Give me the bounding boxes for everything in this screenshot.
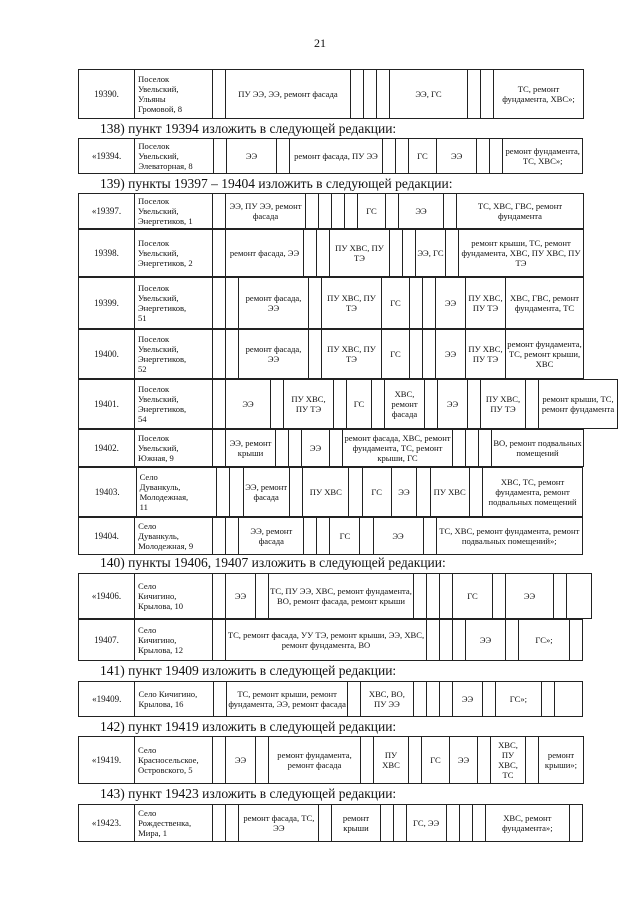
address-line: 52 — [138, 364, 147, 374]
address-line: Село — [138, 581, 157, 591]
empty-cell — [361, 737, 374, 784]
empty-cell — [423, 518, 436, 555]
table-row-19400 — [78, 329, 584, 379]
address-line: Южная, 9 — [138, 453, 174, 463]
amendment-heading-143: 143) пункт 19423 изложить в следующей редакции: — [100, 786, 397, 801]
work-cell: ЭЭ — [438, 380, 468, 429]
address-line: Красносельское, — [138, 755, 199, 765]
empty-cell — [226, 805, 239, 842]
table-row-19390 — [78, 69, 584, 119]
address-cell — [135, 70, 213, 119]
work-cell: ремонт крыши, ТС, ремонт фундамента, ХВС, ПУ ХВС, ПУ ТЭ — [459, 230, 584, 277]
empty-cell — [226, 330, 239, 379]
work-cell: ГС — [358, 194, 386, 229]
work-cell: ремонт крыши — [332, 805, 380, 842]
work-cell: ремонт фасада, ТС, ЭЭ — [239, 805, 319, 842]
work-cell: ХВС, ПУ ХВС, ТС — [491, 737, 526, 784]
empty-cell — [459, 805, 472, 842]
row-number: 19404. — [79, 518, 135, 555]
empty-cell — [472, 805, 485, 842]
work-cell: ЭЭ, ГС — [390, 70, 468, 119]
address-line: Поселок — [138, 384, 170, 394]
work-cell: ЭЭ — [226, 737, 256, 784]
work-cell: ЭЭ — [436, 278, 466, 329]
address-line: Увельский, — [138, 293, 179, 303]
work-cell: ГС»; — [519, 620, 570, 661]
address-line: Поселок — [138, 74, 170, 84]
work-cell: ПУ ЭЭ, ЭЭ, ремонт фасада — [226, 70, 351, 119]
empty-cell — [423, 330, 436, 379]
row-number: 19401. — [79, 380, 135, 429]
empty-cell — [390, 230, 403, 277]
empty-cell — [506, 620, 519, 661]
row-number: 19400. — [79, 330, 135, 379]
work-cell: ГС — [382, 278, 410, 329]
empty-cell — [410, 278, 423, 329]
empty-cell — [213, 278, 226, 329]
address-line: 51 — [138, 313, 147, 323]
empty-cell — [490, 139, 503, 174]
amendment-heading-140: 140) пункты 19406, 19407 изложить в следующей редакции: — [100, 555, 446, 570]
empty-cell — [426, 682, 439, 717]
empty-cell — [372, 380, 385, 429]
work-cell: ЭЭ — [226, 139, 276, 174]
empty-cell — [309, 330, 322, 379]
amendment-heading-141: 141) пункт 19409 изложить в следующей редакции: — [100, 663, 397, 678]
address-cell — [135, 380, 213, 429]
empty-cell — [380, 805, 393, 842]
empty-cell — [444, 194, 457, 229]
work-cell: ПУ ХВС, ПУ ТЭ — [322, 330, 382, 379]
address-line: Увельский, — [138, 248, 179, 258]
empty-cell — [386, 194, 399, 229]
amendment-heading-138: 138) пункт 19394 изложить в следующей редакции: — [100, 121, 397, 136]
work-cell: ЭЭ — [506, 574, 554, 619]
empty-cell — [330, 430, 343, 467]
address-cell — [135, 518, 213, 555]
empty-cell — [230, 468, 243, 517]
address-line: Село — [139, 472, 158, 482]
work-cell: ЭЭ, ГС — [416, 230, 446, 277]
address-line: Крылова, 10 — [138, 601, 184, 611]
work-cell: ПУ ХВС, ПУ ТЭ — [330, 230, 390, 277]
work-cell: ХВС, ремонт фундамента»; — [485, 805, 569, 842]
address-cell — [136, 468, 216, 517]
address-line: Увельский, — [138, 151, 179, 161]
work-cell: ГС — [362, 468, 391, 517]
address-line: Островского, 5 — [138, 765, 193, 775]
empty-cell — [446, 805, 459, 842]
address-line: Поселок — [138, 141, 170, 151]
address-line: Увельский, — [138, 84, 179, 94]
address-line: Село — [138, 808, 157, 818]
address-line: Молодежная, — [139, 492, 189, 502]
work-cell: ПУ ХВС, ПУ ТЭ — [466, 330, 506, 379]
address-line: Энергетиков, — [138, 303, 187, 313]
empty-cell — [439, 682, 452, 717]
empty-cell — [271, 380, 284, 429]
work-cell: ЭЭ — [399, 194, 444, 229]
empty-cell — [466, 430, 479, 467]
address-line: Дуванкуль, — [138, 531, 179, 541]
address-line: Ульяны — [138, 94, 166, 104]
empty-cell — [213, 430, 226, 467]
address-cell — [135, 230, 213, 277]
address-line: Увельский, — [138, 206, 179, 216]
empty-cell — [277, 139, 290, 174]
empty-cell — [453, 620, 466, 661]
table-row-19397 — [78, 193, 584, 229]
empty-cell — [414, 574, 427, 619]
work-cell: ЭЭ — [436, 330, 466, 379]
work-cell: ГС, ЭЭ — [406, 805, 446, 842]
empty-cell — [304, 230, 317, 277]
work-cell: ремонт фасада, ХВС, ремонт фундамента, ТС, ремонт крыши, ГС — [343, 430, 453, 467]
empty-cell — [479, 430, 492, 467]
work-cell: ПУ ХВС — [374, 737, 409, 784]
empty-cell — [213, 380, 226, 429]
work-cell: ремонт крыши, ТС, ремонт фундамента — [539, 380, 618, 429]
empty-cell — [213, 518, 226, 555]
work-cell: ГС — [408, 139, 436, 174]
row-number: «19419. — [79, 737, 135, 784]
work-cell: ВО, ремонт подвальных помещений — [492, 430, 584, 467]
empty-cell — [213, 230, 226, 277]
work-cell: ЭЭ — [302, 430, 330, 467]
empty-cell — [213, 330, 226, 379]
empty-cell — [570, 620, 583, 661]
work-cell: ГС»; — [496, 682, 541, 717]
empty-cell — [216, 468, 229, 517]
empty-cell — [213, 70, 226, 119]
work-cell: ремонт фундамента, ремонт фасада — [269, 737, 361, 784]
row-number: 19407. — [79, 620, 135, 661]
empty-cell — [256, 574, 269, 619]
address-line: Увельский, — [138, 394, 179, 404]
empty-cell — [481, 70, 494, 119]
empty-cell — [469, 468, 482, 517]
empty-cell — [526, 737, 539, 784]
table-row-19404 — [78, 517, 583, 555]
row-number: «19406. — [79, 574, 135, 619]
row-number: «19394. — [79, 139, 135, 174]
empty-cell — [410, 330, 423, 379]
row-number: «19397. — [79, 194, 135, 229]
empty-cell — [213, 805, 226, 842]
work-cell: ПУ ХВС, ПУ ТЭ — [284, 380, 334, 429]
empty-cell — [214, 682, 227, 717]
work-cell: ГС — [422, 737, 450, 784]
empty-cell — [304, 518, 317, 555]
table-row-19403 — [78, 467, 583, 517]
empty-cell — [360, 518, 373, 555]
address-line: Поселок — [138, 196, 170, 206]
amendment-heading-139: 139) пункты 19397 – 19404 изложить в следующей редакции: — [100, 176, 453, 191]
empty-cell — [289, 468, 302, 517]
work-cell: ЭЭ — [373, 518, 423, 555]
address-line: Поселок — [138, 238, 170, 248]
work-cell: ПУ ХВС, ПУ ТЭ — [466, 278, 506, 329]
address-line: Мира, 1 — [138, 828, 168, 838]
empty-cell — [440, 620, 453, 661]
address-cell — [135, 737, 213, 784]
table-row-19399 — [78, 277, 584, 329]
empty-cell — [478, 737, 491, 784]
empty-cell — [213, 620, 226, 661]
empty-cell — [567, 574, 592, 619]
empty-cell — [226, 518, 239, 555]
empty-cell — [364, 70, 377, 119]
row-number: «19423. — [79, 805, 135, 842]
work-cell: ХВС, ВО, ПУ ЭЭ — [361, 682, 413, 717]
empty-cell — [569, 805, 582, 842]
address-line: Село — [138, 521, 157, 531]
address-line: Энергетиков, 2 — [138, 258, 193, 268]
table-row-19402 — [78, 429, 584, 467]
row-number: «19409. — [79, 682, 135, 717]
row-number: 19399. — [79, 278, 135, 329]
empty-cell — [319, 194, 332, 229]
address-cell — [135, 139, 213, 174]
work-cell: ГС — [347, 380, 372, 429]
address-line: Крылова, 12 — [138, 645, 184, 655]
empty-cell — [309, 278, 322, 329]
address-line: Кичигино, — [138, 635, 177, 645]
table-row-19419 — [78, 736, 584, 784]
address-line: Поселок — [138, 334, 170, 344]
page-number: 21 — [314, 36, 326, 50]
table-row-19401 — [78, 379, 618, 429]
work-cell: ГС — [330, 518, 360, 555]
address-line: Громовой, 8 — [138, 104, 183, 114]
address-line: 11 — [139, 502, 148, 512]
empty-cell — [483, 682, 496, 717]
work-cell: ЭЭ — [452, 682, 482, 717]
empty-cell — [213, 194, 226, 229]
work-cell: ЭЭ, ПУ ЭЭ, ремонт фасада — [226, 194, 306, 229]
work-cell: ЭЭ — [437, 139, 477, 174]
empty-cell — [334, 380, 347, 429]
work-cell: ПУ ХВС, ПУ ТЭ — [322, 278, 382, 329]
empty-cell — [554, 682, 582, 717]
row-number: 19403. — [79, 468, 137, 517]
empty-cell — [403, 230, 416, 277]
address-line: Увельский, — [138, 443, 179, 453]
work-cell: ХВС, ГВС, ремонт фундамента, ТС — [506, 278, 584, 329]
address-line: Село — [138, 745, 157, 755]
empty-cell — [213, 737, 226, 784]
work-cell: ПУ ХВС — [430, 468, 469, 517]
address-line: Энергетиков, — [138, 404, 187, 414]
empty-cell — [413, 682, 426, 717]
table-row-19423 — [78, 804, 583, 842]
address-cell — [135, 574, 213, 619]
work-cell: ПУ ХВС — [303, 468, 349, 517]
empty-cell — [395, 139, 408, 174]
address-cell — [135, 805, 213, 842]
table-row-19398 — [78, 229, 584, 277]
empty-cell — [377, 70, 390, 119]
empty-cell — [526, 380, 539, 429]
address-line: Энергетиков, — [138, 354, 187, 364]
address-cell — [135, 620, 213, 661]
empty-cell — [423, 278, 436, 329]
address-line: Село Кичигино, — [138, 689, 198, 699]
amendment-heading-142: 142) пункт 19419 изложить в следующей редакции: — [100, 719, 397, 734]
work-cell: ЭЭ — [391, 468, 417, 517]
address-line: Поселок — [138, 433, 170, 443]
empty-cell — [446, 230, 459, 277]
empty-cell — [477, 139, 490, 174]
empty-cell — [289, 430, 302, 467]
empty-cell — [440, 574, 453, 619]
empty-cell — [349, 468, 362, 517]
empty-cell — [226, 278, 239, 329]
empty-cell — [256, 737, 269, 784]
work-cell: ЭЭ, ремонт фасада — [239, 518, 304, 555]
work-cell: ремонт крыши»; — [539, 737, 584, 784]
empty-cell — [382, 139, 395, 174]
work-cell: ТС, ремонт фасада, УУ ТЭ, ремонт крыши, ЭЭ, ХВС, ремонт фундамента, ВО — [226, 620, 427, 661]
empty-cell — [319, 805, 332, 842]
work-cell: ТС, ремонт фундамента, ХВС»; — [494, 70, 584, 119]
empty-cell — [306, 194, 319, 229]
address-line: Элеваторная, 8 — [138, 161, 193, 171]
empty-cell — [468, 380, 481, 429]
table-row-19407 — [78, 619, 583, 661]
empty-cell — [348, 682, 361, 717]
work-cell: ремонт фасада, ПУ ЭЭ — [290, 139, 383, 174]
work-cell: ТС, ремонт крыши, ремонт фундамента, ЭЭ, ремонт фасада — [227, 682, 348, 717]
address-line: Крылова, 16 — [138, 699, 184, 709]
address-cell — [135, 330, 213, 379]
address-line: Дуванкуль, — [139, 482, 181, 492]
address-line: Кичигино, — [138, 591, 177, 601]
empty-cell — [417, 468, 430, 517]
address-line: Поселок — [138, 283, 170, 293]
work-cell: ХВС, ремонт фасада — [385, 380, 425, 429]
empty-cell — [541, 682, 554, 717]
row-number: 19390. — [79, 70, 135, 119]
address-line: Молодежная, 9 — [138, 541, 194, 551]
empty-cell — [317, 230, 330, 277]
empty-cell — [213, 574, 226, 619]
work-cell: ТС, ХВС, ремонт фундамента, ремонт подвальных помещений»; — [436, 518, 582, 555]
address-line: Село — [138, 625, 157, 635]
empty-cell — [409, 737, 422, 784]
row-number: 19402. — [79, 430, 135, 467]
table-row-19406 — [78, 573, 592, 619]
empty-cell — [276, 430, 289, 467]
work-cell: ТС, ХВС, ГВС, ремонт фундамента — [457, 194, 584, 229]
empty-cell — [427, 574, 440, 619]
address-cell — [135, 682, 214, 717]
address-line: Рождественка, — [138, 818, 192, 828]
work-cell: ГС — [382, 330, 410, 379]
row-number: 19398. — [79, 230, 135, 277]
work-cell: ЭЭ — [226, 380, 271, 429]
address-cell — [135, 278, 213, 329]
work-cell: ремонт фундамента, ТС, ремонт крыши, ХВС — [506, 330, 584, 379]
work-cell: ГС — [453, 574, 493, 619]
empty-cell — [453, 430, 466, 467]
address-line: 54 — [138, 414, 147, 424]
empty-cell — [345, 194, 358, 229]
table-row-19394 — [78, 138, 583, 174]
address-line: Увельский, — [138, 344, 179, 354]
empty-cell — [351, 70, 364, 119]
work-cell: ремонт фундамента, ТС, ХВС»; — [503, 139, 583, 174]
table-row-19409 — [78, 681, 583, 717]
work-cell: ПУ ХВС, ПУ ТЭ — [481, 380, 526, 429]
address-line: Энергетиков, 1 — [138, 216, 193, 226]
empty-cell — [393, 805, 406, 842]
work-cell: ХВС, ТС, ремонт фундамента, ремонт подвальных помещений — [483, 468, 583, 517]
address-cell — [135, 194, 213, 229]
empty-cell — [427, 620, 440, 661]
work-cell: ремонт фасада, ЭЭ — [226, 230, 304, 277]
empty-cell — [317, 518, 330, 555]
address-cell — [135, 430, 213, 467]
work-cell: ремонт фасада, ЭЭ — [239, 330, 309, 379]
empty-cell — [468, 70, 481, 119]
work-cell: ЭЭ, ремонт крыши — [226, 430, 276, 467]
work-cell: ЭЭ — [466, 620, 506, 661]
empty-cell — [493, 574, 506, 619]
work-cell: ЭЭ — [450, 737, 478, 784]
empty-cell — [425, 380, 438, 429]
work-cell: ЭЭ — [226, 574, 256, 619]
work-cell: ТС, ПУ ЭЭ, ХВС, ремонт фундамента, ВО, ремонт фасада, ремонт крыши — [269, 574, 414, 619]
empty-cell — [554, 574, 567, 619]
empty-cell — [332, 194, 345, 229]
work-cell: ремонт фасада, ЭЭ — [239, 278, 309, 329]
empty-cell — [213, 139, 226, 174]
work-cell: ЭЭ, ремонт фасада — [243, 468, 289, 517]
